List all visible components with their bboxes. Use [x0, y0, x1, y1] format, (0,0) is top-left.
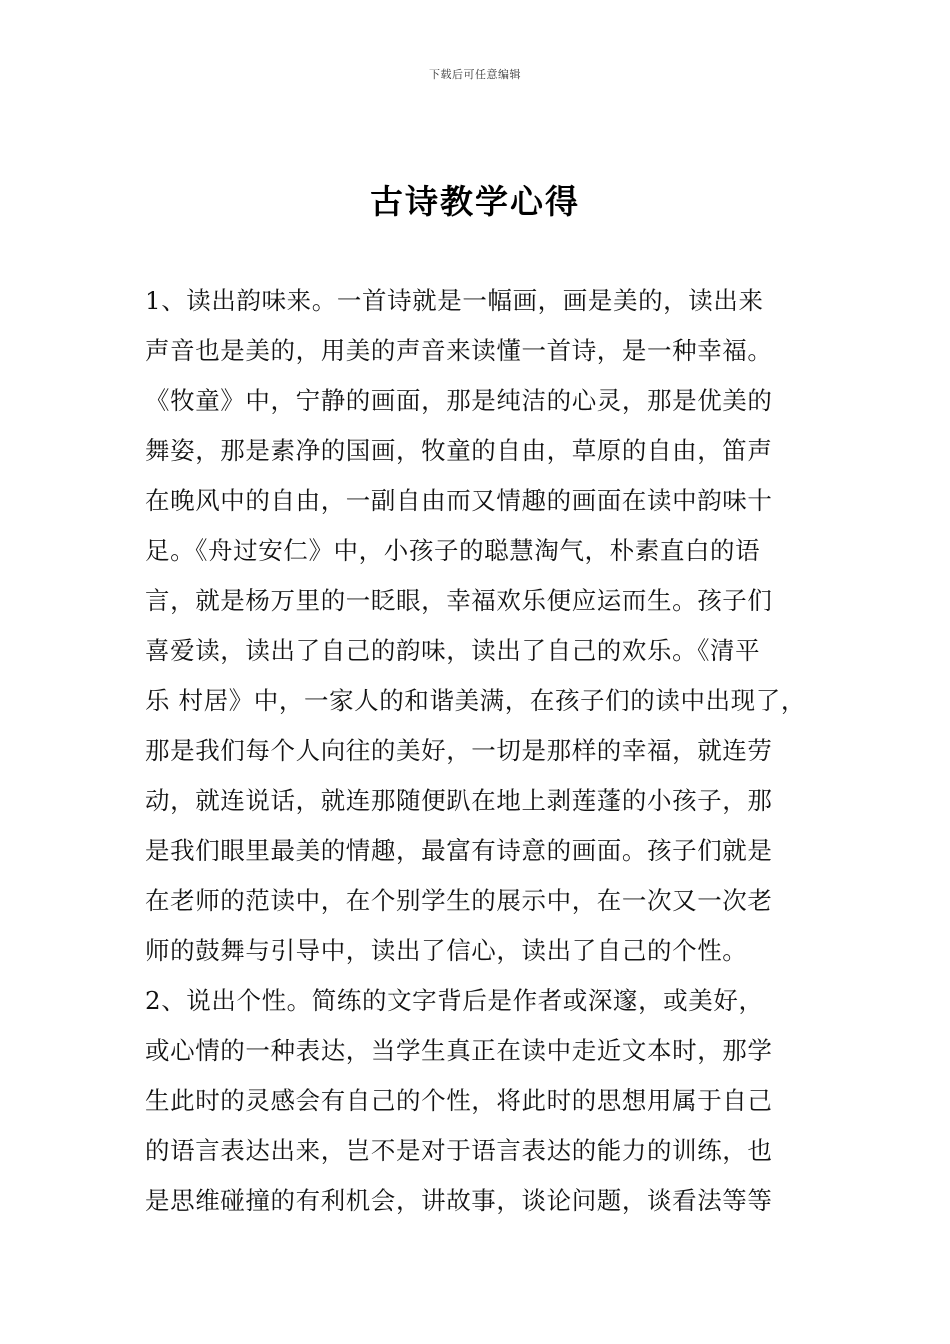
body-line: 师的鼓舞与引导中，读出了信心，读出了自己的个性。: [145, 936, 748, 965]
body-line: 的语言表达出来，岂不是对于语言表达的能力的训练，也: [145, 1136, 773, 1165]
body-line: 舞姿，那是素净的国画，牧童的自由，草原的自由，笛声: [145, 436, 773, 465]
body-line: 在老师的范读中，在个别学生的展示中，在一次又一次老: [145, 886, 773, 915]
body-line: 1、读出韵味来。一首诗就是一幅画，画是美的，读出来: [145, 286, 764, 315]
body-line: 乐 村居》中，一家人的和谐美满，在孩子们的读中出现了，: [145, 686, 806, 715]
body-line: 动，就连说话，就连那随便趴在地上剥莲蓬的小孩子，那: [145, 786, 773, 815]
body-line: 是我们眼里最美的情趣，最富有诗意的画面。孩子们就是: [145, 836, 773, 865]
body-line: 声音也是美的，用美的声音来读懂一首诗，是一种幸福。: [145, 336, 773, 365]
body-line: 2、说出个性。简练的文字背后是作者或深邃，或美好，: [145, 986, 764, 1015]
body-line: 《牧童》中，宁静的画面，那是纯洁的心灵，那是优美的: [145, 386, 773, 415]
page-header-note: 下载后可任意编辑: [429, 68, 521, 81]
document-title: 古诗教学心得: [370, 182, 580, 221]
body-line: 或心情的一种表达，当学生真正在读中走近文本时，那学: [145, 1036, 773, 1065]
body-line: 生此时的灵感会有自己的个性，将此时的思想用属于自己: [145, 1086, 773, 1115]
body-line: 那是我们每个人向往的美好，一切是那样的幸福，就连劳: [145, 736, 773, 765]
body-line: 喜爱读，读出了自己的韵味，读出了自己的欢乐。《清平: [145, 636, 761, 665]
body-line: 足。《舟过安仁》中，小孩子的聪慧淘气，朴素直白的语: [145, 536, 761, 565]
body-line: 言，就是杨万里的一眨眼，幸福欢乐便应运而生。孩子们: [145, 586, 773, 615]
body-line: 是思维碰撞的有利机会，讲故事，谈论问题，谈看法等等: [145, 1186, 773, 1215]
body-line: 在晚风中的自由，一副自由而又情趣的画面在读中韵味十: [145, 486, 773, 515]
